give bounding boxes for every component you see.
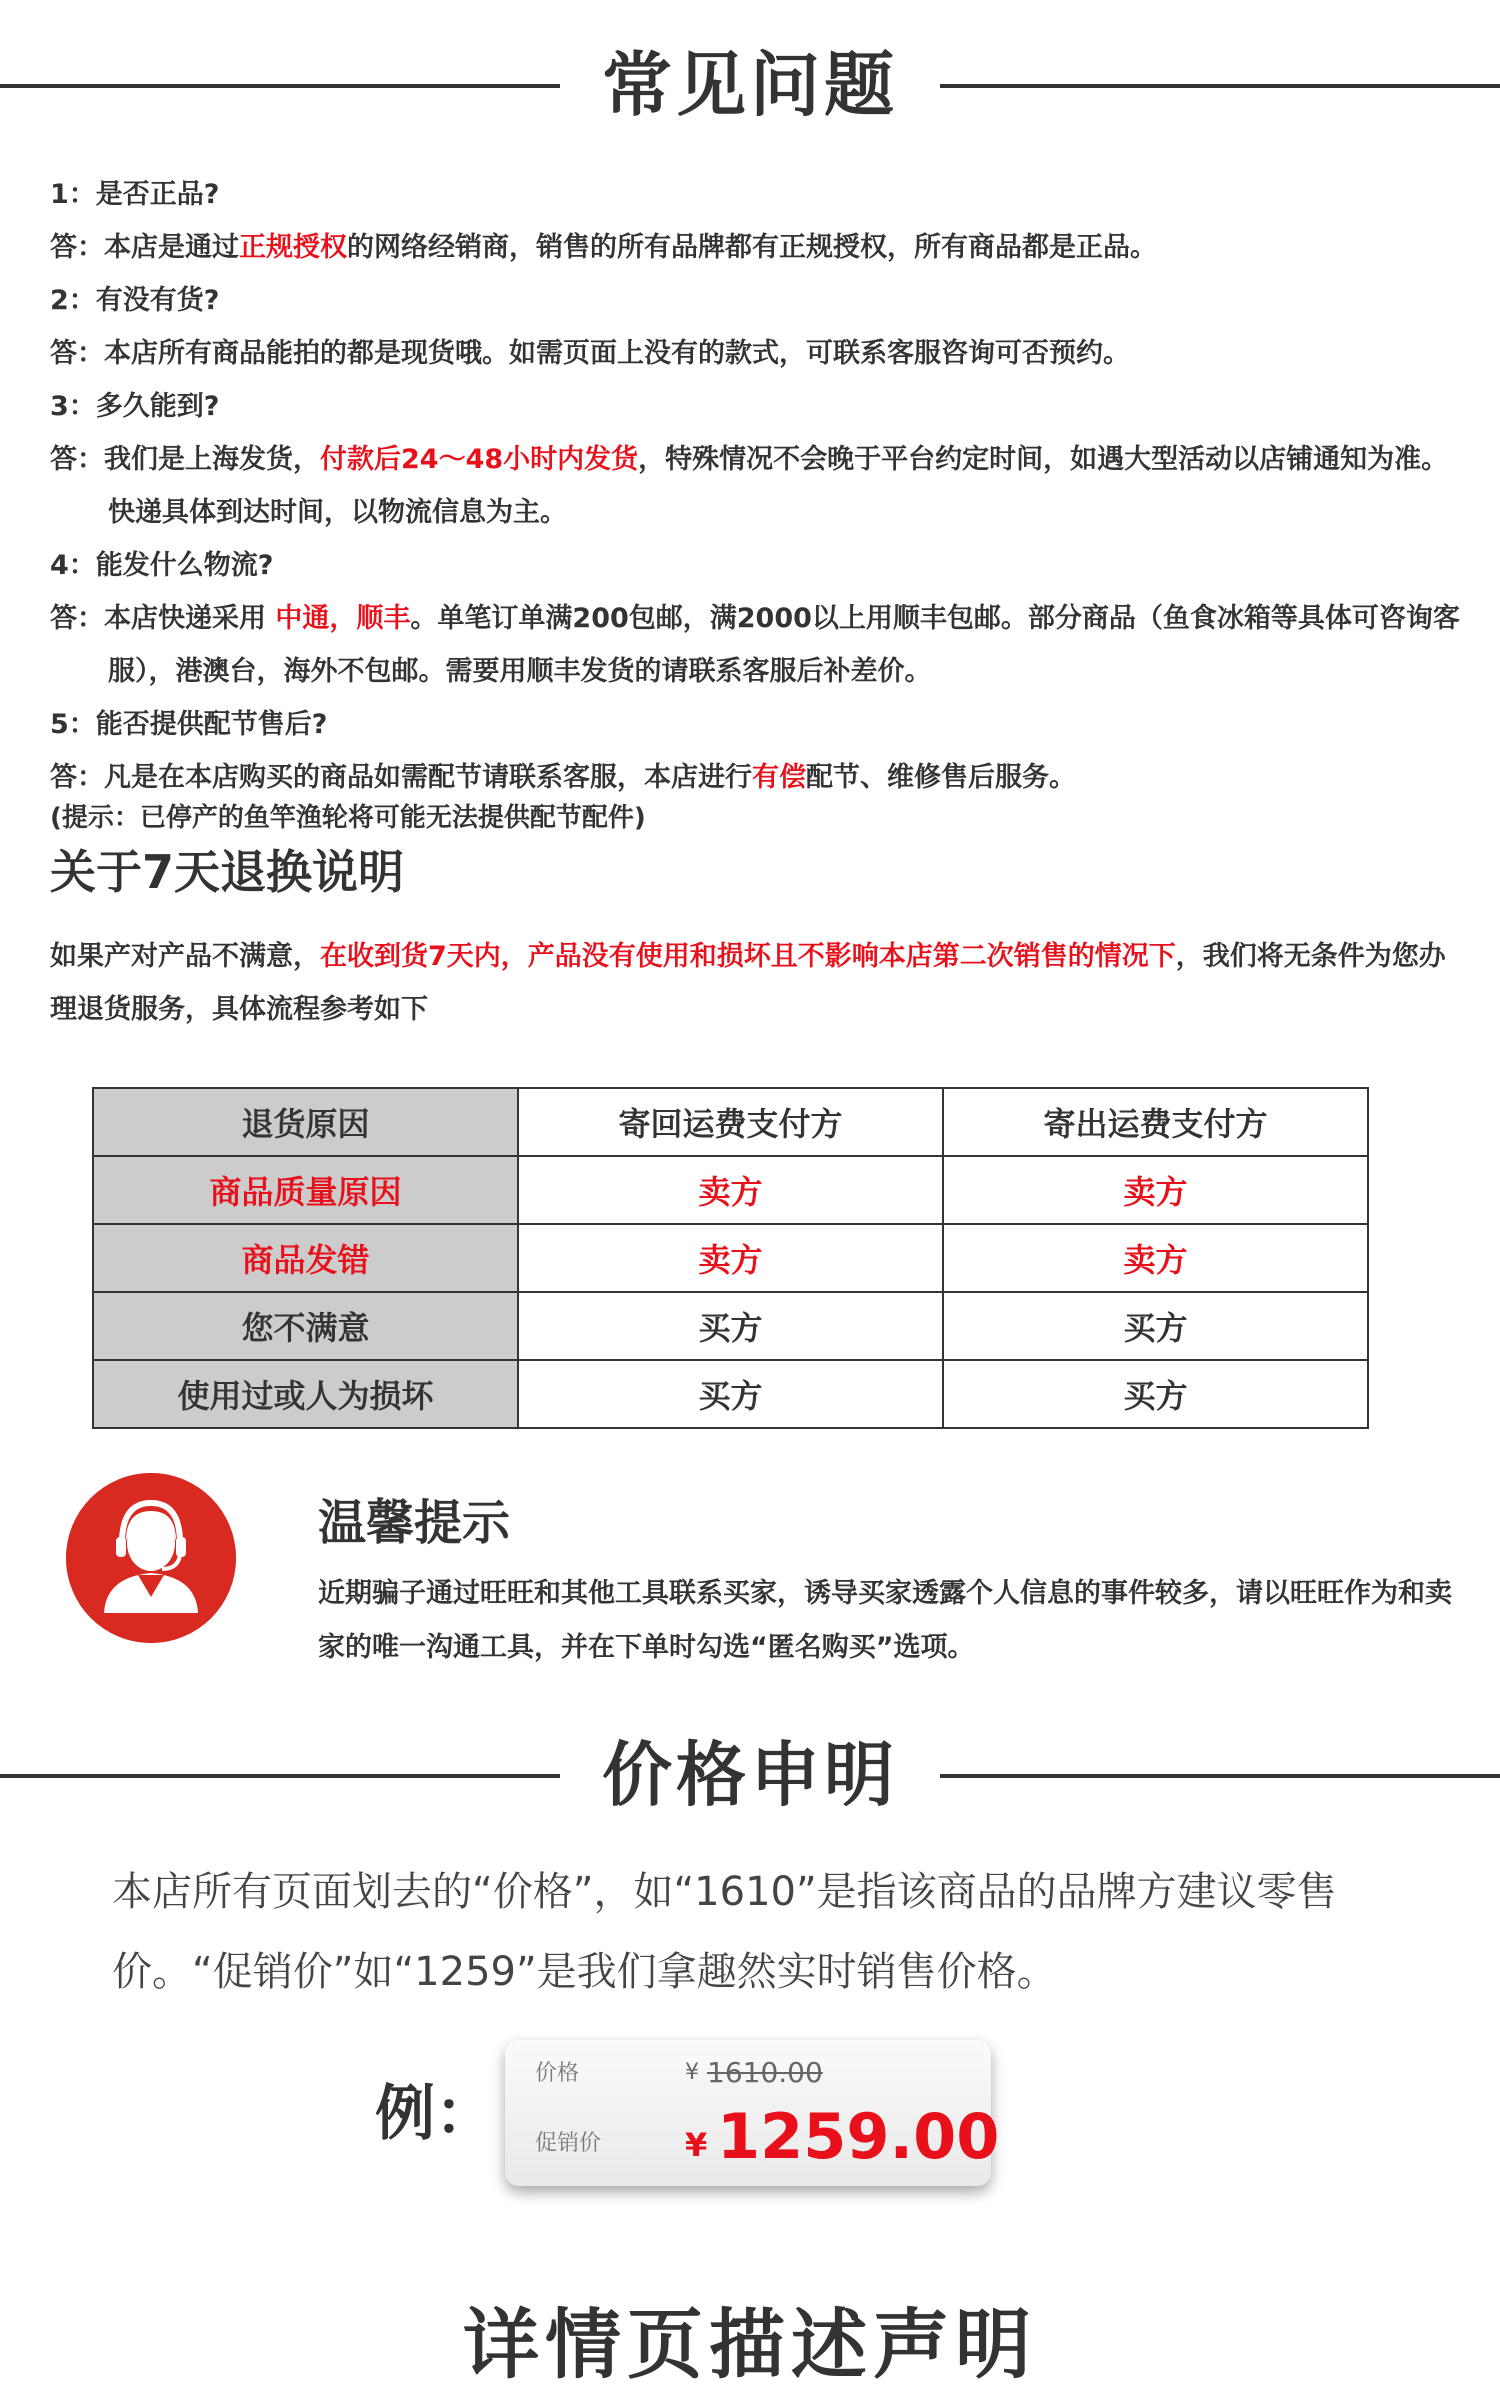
table-header-cell: 寄出运费支付方 [943,1088,1368,1156]
divider-line [0,1774,560,1778]
table-cell: 商品发错 [93,1224,518,1292]
original-price-value: 1610.00 [707,2056,823,2089]
divider-line [0,84,560,88]
faq-question: 2：有没有货? [50,285,220,316]
table-cell: 卖方 [518,1156,943,1224]
faq-answer: 答：本店快递采用 中通，顺丰。单笔订单满200包邮，满2000以上用顺丰包邮。部分商品（鱼食冰箱等具体可咨询客服），港澳台，海外不包邮。需要用顺丰发货的请联系客服后补差价。 [50,603,1460,687]
price-statement: 本店所有页面划去的“价格”，如“1610”是指该商品的品牌方建议零售价。“促销价”如“1259”是我们拿趣然实时销售价格。 [112,1869,1337,1995]
table-row [93,1360,1368,1428]
faq-header [0,40,1500,130]
price-example-card [505,2040,1000,2186]
faq-question: 3：多久能到? [50,391,220,422]
tip-text: 近期骗子通过旺旺和其他工具联系买家，诱导买家透露个人信息的事件较多，请以旺旺作为和卖家的唯一沟通工具，并在下单时勾选“匿名购买”选项。 [318,1578,1452,1663]
faq-question: 1：是否正品? [50,179,220,210]
customer-service-icon [66,1473,236,1643]
faq-answer: 答：本店是通过正规授权的网络经销商，销售的所有品牌都有正规授权，所有商品都是正品。 [50,232,1157,263]
faq-note: (提示：已停产的鱼竿渔轮将可能无法提供配节配件) [50,803,646,833]
table-header-row [93,1088,1368,1156]
table-cell: 买方 [943,1360,1368,1428]
tip-title: 温馨提示 [318,1495,511,1551]
returns-title: 关于7天退换说明 [50,845,405,899]
faq-list [50,168,1470,836]
faq-answer: 答：我们是上海发货，付款后24～48小时内发货，特殊情况不会晚于平台约定时间，如遇大型活动以店铺通知为准。快递具体到达时间，以物流信息为主。 [50,444,1449,528]
faq-question: 4：能发什么物流? [50,550,274,581]
table-row [93,1224,1368,1292]
price-title: 价格申明 [602,1734,898,1816]
original-price-currency: ¥ [685,2060,699,2085]
table-cell: 使用过或人为损坏 [93,1360,518,1428]
faq-question: 5：能否提供配节售后? [50,709,328,740]
table-header-cell: 退货原因 [93,1088,518,1156]
faq-answer: 答：凡是在本店购买的商品如需配节请联系客服，本店进行有偿配节、维修售后服务。 [50,762,1076,793]
detail-statement-title: 详情页描述声明 [463,2300,1037,2389]
table-cell: 买方 [943,1292,1368,1360]
promo-price-label: 促销价 [535,2131,602,2156]
table-row [93,1292,1368,1360]
table-row [93,1156,1368,1224]
divider-line [940,1774,1500,1778]
promo-price-value: 1259.00 [717,2100,1000,2173]
table-cell: 卖方 [943,1224,1368,1292]
table-cell: 卖方 [518,1224,943,1292]
divider-line [940,84,1500,88]
price-header [0,1730,1500,1820]
table-cell: 卖方 [943,1156,1368,1224]
faq-title: 常见问题 [602,44,898,126]
table-header-cell: 寄回运费支付方 [518,1088,943,1156]
example-label: 例： [375,2079,495,2149]
table-cell: 您不满意 [93,1292,518,1360]
table-cell: 买方 [518,1360,943,1428]
table-cell: 买方 [518,1292,943,1360]
faq-answer: 答：本店所有商品能拍的都是现货哦。如需页面上没有的款式，可联系客服咨询可否预约。 [50,338,1130,369]
promo-price-currency: ¥ [685,2126,708,2164]
returns-intro: 如果产对产品不满意，在收到货7天内，产品没有使用和损坏且不影响本店第二次销售的情况下，我们将无条件为您办理退货服务，具体流程参考如下 [50,941,1446,1025]
returns-table [92,1087,1369,1429]
original-price-label: 价格 [535,2061,580,2086]
table-cell: 商品质量原因 [93,1156,518,1224]
